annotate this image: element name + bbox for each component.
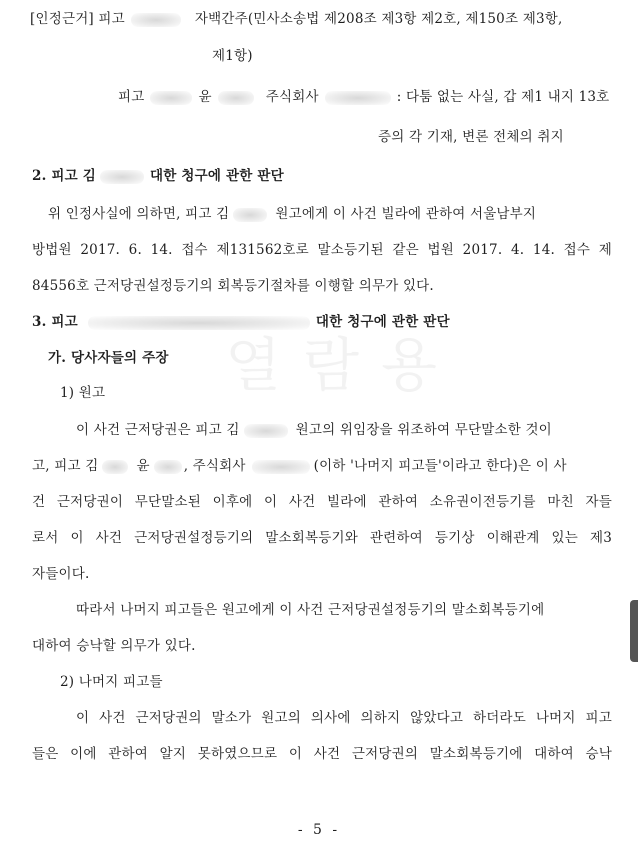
- section-heading-3: 3. 피고 대한 청구에 관한 판단: [32, 314, 450, 330]
- paragraph-3-line-6: 따라서 나머지 피고들은 원고에게 이 사건 근저당권설정등기의 말소회복등기에: [76, 602, 545, 618]
- section-heading-2: 2. 피고 김 대한 청구에 관한 판단: [32, 168, 284, 184]
- basis-line-1: [인정근거] 피고 자백간주(민사소송법 제208조 제3항 제2호, 제150조 제3항,: [30, 11, 563, 27]
- redaction: [150, 91, 192, 105]
- redaction: [218, 91, 254, 105]
- paragraph-4-line-2: 들은 이에 관하여 알지 못하였으므로 이 사건 근저당권의 말소회복등기에 대하여 승낙: [32, 746, 612, 762]
- paragraph-3-line-5: 자들이다.: [32, 566, 90, 582]
- redaction: [102, 460, 128, 474]
- page-edge-mark: [630, 600, 638, 662]
- redaction: [252, 460, 310, 474]
- subsection-heading-ga: 가. 당사자들의 주장: [48, 350, 169, 366]
- paragraph-3-line-3: 건 근저당권이 무단말소된 이후에 이 사건 빌라에 관하여 소유권이전등기를 마친 자들: [32, 494, 612, 510]
- redaction: [325, 91, 391, 105]
- redaction: [154, 460, 182, 474]
- watermark: 열람용: [225, 331, 460, 399]
- basis-line-2-cont: 증의 각 기재, 변론 전체의 취지: [378, 129, 564, 145]
- paragraph-3-line-7: 대하여 승낙할 의무가 있다.: [32, 638, 196, 654]
- page-number: - 5 -: [297, 822, 341, 838]
- redaction: [100, 170, 144, 184]
- basis-line-1-cont: 제1항): [212, 48, 253, 64]
- item-heading-2: 2) 나머지 피고들: [60, 674, 163, 690]
- paragraph-4-line-1: 이 사건 근저당권의 말소가 원고의 의사에 의하지 않았다고 하더라도 나머지 피고: [76, 710, 612, 726]
- basis-line-2: 피고 윤 주식회사 : 다툼 없는 사실, 갑 제1 내지 13호: [118, 89, 610, 105]
- redaction: [88, 316, 310, 330]
- paragraph-3-line-2: 고, 피고 김 윤 , 주식회사 (이하 '나머지 피고들'이라고 한다)은 이 사: [32, 458, 567, 474]
- paragraph-2-line-1: 위 인정사실에 의하면, 피고 김 원고에게 이 사건 빌라에 관하여 서울남부지: [48, 206, 537, 222]
- redaction: [233, 208, 267, 222]
- redaction: [244, 424, 288, 438]
- paragraph-2-line-3: 84556호 근저당권설정등기의 회복등기절차를 이행할 의무가 있다.: [32, 278, 434, 294]
- paragraph-3-line-1: 이 사건 근저당권은 피고 김 원고의 위임장을 위조하여 무단말소한 것이: [76, 422, 552, 438]
- redaction: [131, 13, 181, 27]
- item-heading-1: 1) 원고: [60, 385, 106, 401]
- paragraph-2-line-2: 방법원 2017. 6. 14. 접수 제131562호로 말소등기된 같은 법원 2017. 4. 14. 접수 제: [32, 242, 612, 258]
- paragraph-3-line-4: 로서 이 사건 근저당권설정등기의 말소회복등기와 관련하여 등기상 이해관계 있는 제3: [32, 530, 612, 546]
